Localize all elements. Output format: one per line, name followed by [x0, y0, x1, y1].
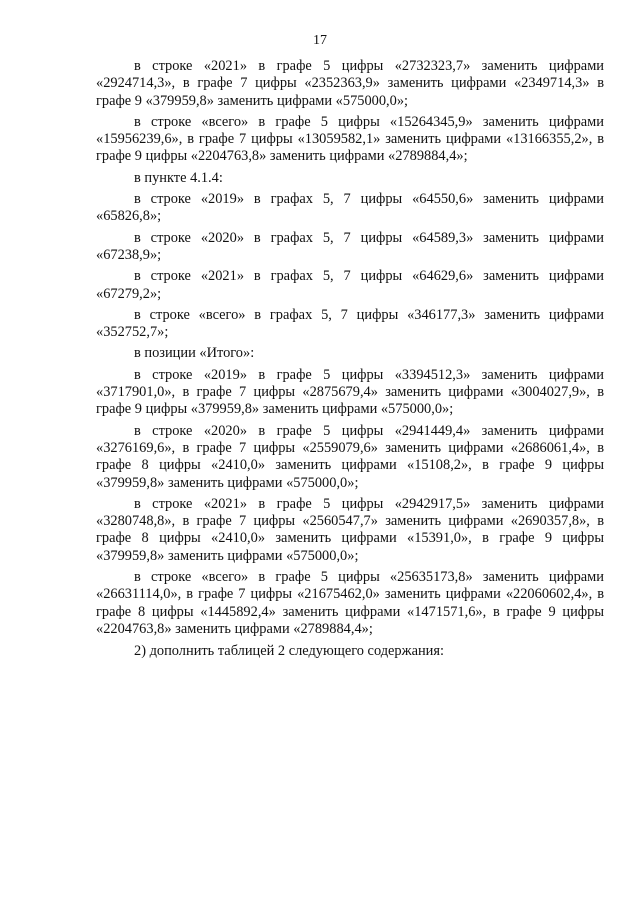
paragraph-2021-row: в строке «2021» в графе 5 цифры «2732323,7» заменить цифрами «2924714,3», в графе 7 цифры «2352363,9» заменить цифрами «2349714,3» в графе 9 «379959,8» заменить цифрами «575000,0»;	[96, 58, 604, 109]
paragraph-4-1-4-total: в строке «всего» в графах 5, 7 цифры «346177,3» заменить цифрами «352752,7»;	[96, 306, 604, 341]
paragraph-itogo-total: в строке «всего» в графе 5 цифры «25635173,8» заменить цифрами «26631114,0», в графе 7 цифры «21675462,0» заменить цифрами «22060602,4», в графе 8 цифры «1445892,4» заменить цифрами «1471571,6», в графе 9 цифры «2204763,8» заменить цифрами «2789884,4»;	[96, 569, 604, 637]
document-body	[96, 58, 604, 661]
paragraph-add-table-2: 2) дополнить таблицей 2 следующего содержания:	[134, 643, 444, 660]
paragraph-itogo-heading: в позиции «Итого»:	[134, 345, 255, 362]
paragraph-itogo-2021: в строке «2021» в графе 5 цифры «2942917,5» заменить цифрами «3280748,8», в графе 7 цифры «2560547,7» заменить цифрами «2690357,8», в графе 8 цифры «2410,0» заменить цифрами «15391,0», в графе 9 цифры «379959,8» заменить цифрами «575000,0»;	[96, 495, 604, 564]
paragraph-4-1-4-2021: в строке «2021» в графах 5, 7 цифры «64629,6» заменить цифрами «67279,2»;	[96, 268, 604, 302]
paragraph-4-1-4-2019: в строке «2019» в графах 5, 7 цифры «64550,6» заменить цифрами «65826,8»;	[96, 191, 604, 225]
paragraph-itogo-2020: в строке «2020» в графе 5 цифры «2941449,4» заменить цифрами «3276169,6», в графе 7 цифры «2559079,6» заменить цифрами «2686061,4», в графе 8 цифры «2410,0» заменить цифрами «15108,2», в графе 9 цифры «379959,8» заменить цифрами «575000,0»;	[96, 422, 604, 491]
paragraph-4-1-4-2020: в строке «2020» в графах 5, 7 цифры «64589,3» заменить цифрами «67238,9»;	[96, 229, 604, 263]
page-number: 17	[313, 33, 327, 48]
paragraph-itogo-2019: в строке «2019» в графе 5 цифры «3394512,3» заменить цифрами «3717901,0», в графе 7 цифры «2875679,4» заменить цифрами «3004027,9», в графе 9 цифры «379959,8» заменить цифрами «575000,0»;	[96, 366, 604, 418]
paragraph-total-row: в строке «всего» в графе 5 цифры «15264345,9» заменить цифрами «15956239,6», в графе 7 цифры «13059582,1» заменить цифрами «13166355,2», в графе 9 цифры «2204763,8» заменить цифрами «2789884,4»;	[96, 113, 604, 165]
paragraph-item-4-1-4: в пункте 4.1.4:	[134, 169, 223, 186]
